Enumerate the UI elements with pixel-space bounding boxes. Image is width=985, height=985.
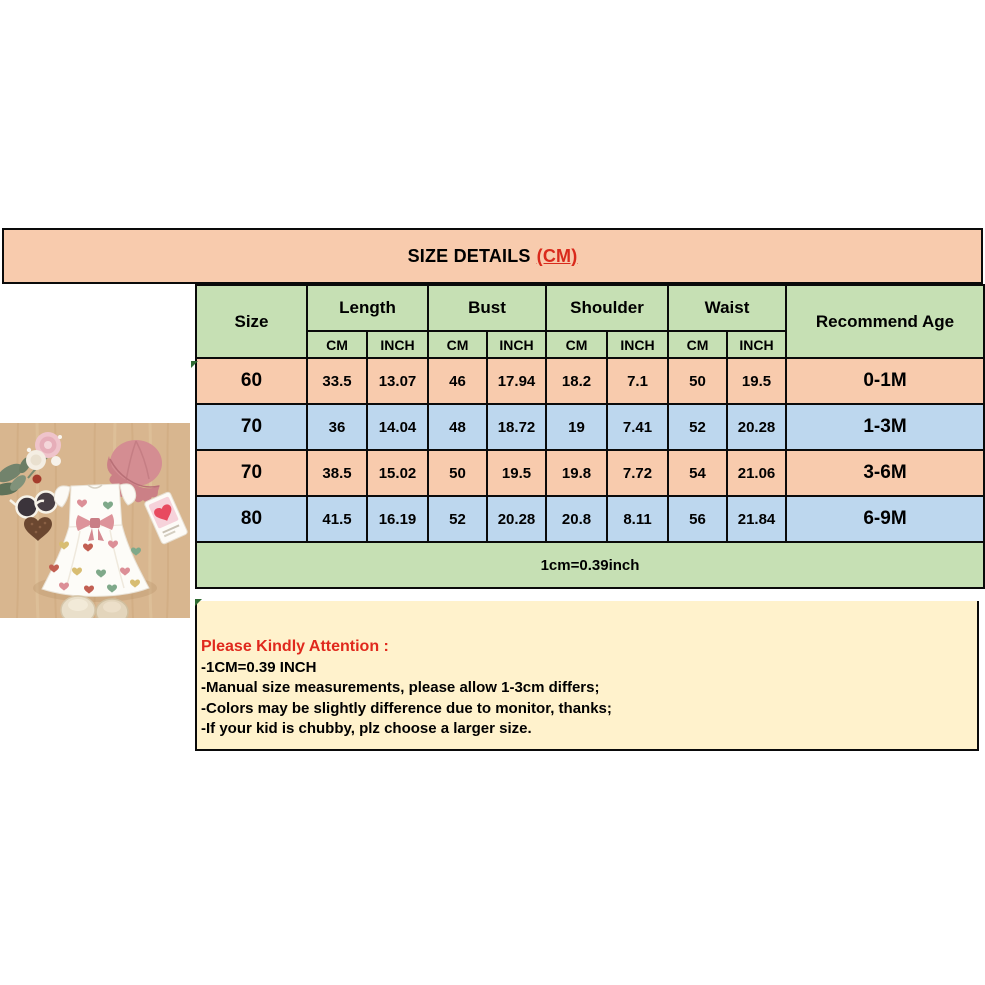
sub-header-cm: CM [668, 331, 727, 358]
cell-bust-cm: 46 [428, 358, 487, 404]
artifact-wedge [195, 599, 202, 606]
cell-length-cm: 33.5 [307, 358, 367, 404]
cell-shoulder-cm: 19.8 [546, 450, 607, 496]
sub-header-inch: INCH [727, 331, 786, 358]
col-header-size: Size [196, 285, 307, 358]
cell-bust-inch: 19.5 [487, 450, 546, 496]
table-row-size-80 [196, 496, 984, 542]
notes-line-2: -Manual size measurements, please allow 1-3cm differs; [201, 679, 600, 696]
size-details-title-bar [2, 228, 983, 284]
cell-waist-cm: 56 [668, 496, 727, 542]
cell-shoulder-cm: 19 [546, 404, 607, 450]
cell-length-cm: 38.5 [307, 450, 367, 496]
cell-waist-inch: 20.28 [727, 404, 786, 450]
cell-length-cm: 36 [307, 404, 367, 450]
col-header-bust: Bust [428, 285, 546, 331]
baby-dress-photo [0, 423, 190, 618]
cell-age: 0-1M [786, 358, 984, 404]
cell-bust-inch: 18.72 [487, 404, 546, 450]
sub-header-cm: CM [428, 331, 487, 358]
sub-header-cm: CM [546, 331, 607, 358]
cell-length-inch: 16.19 [367, 496, 428, 542]
cell-length-inch: 13.07 [367, 358, 428, 404]
cell-waist-cm: 54 [668, 450, 727, 496]
cell-waist-cm: 50 [668, 358, 727, 404]
title-unit-cm: (CM) [536, 245, 578, 266]
product-photo [0, 423, 190, 618]
cell-shoulder-inch: 8.11 [607, 496, 668, 542]
title-text: SIZE DETAILS [407, 245, 531, 266]
cell-waist-inch: 21.84 [727, 496, 786, 542]
cell-waist-cm: 52 [668, 404, 727, 450]
cell-age: 3-6M [786, 450, 984, 496]
cell-age: 6-9M [786, 496, 984, 542]
cell-bust-cm: 50 [428, 450, 487, 496]
cell-shoulder-inch: 7.41 [607, 404, 668, 450]
cell-size: 80 [196, 496, 307, 542]
table-row-size-70b [196, 450, 984, 496]
cell-bust-inch: 17.94 [487, 358, 546, 404]
cell-shoulder-inch: 7.72 [607, 450, 668, 496]
sub-header-cm: CM [307, 331, 367, 358]
cell-bust-inch: 20.28 [487, 496, 546, 542]
table-row-size-60 [196, 358, 984, 404]
sub-header-inch: INCH [367, 331, 428, 358]
cell-length-inch: 14.04 [367, 404, 428, 450]
notes-box [195, 601, 979, 751]
col-header-waist: Waist [668, 285, 786, 331]
artifact-wedge [191, 361, 198, 368]
cell-waist-inch: 19.5 [727, 358, 786, 404]
col-header-recommend-age: Recommend Age [786, 285, 984, 358]
cell-length-inch: 15.02 [367, 450, 428, 496]
cell-size: 70 [196, 450, 307, 496]
notes-line-3: -Colors may be slightly difference due to monitor, thanks; [201, 699, 612, 717]
cell-bust-cm: 52 [428, 496, 487, 542]
sub-header-inch: INCH [607, 331, 668, 358]
notes-heading: Please Kindly Attention : [201, 638, 389, 655]
cell-shoulder-cm: 20.8 [546, 496, 607, 542]
notes-line-1: -1CM=0.39 INCH [201, 658, 317, 676]
cell-bust-cm: 48 [428, 404, 487, 450]
cell-length-cm: 41.5 [307, 496, 367, 542]
col-header-length: Length [307, 285, 428, 331]
cell-age: 1-3M [786, 404, 984, 450]
col-header-shoulder: Shoulder [546, 285, 668, 331]
cell-shoulder-cm: 18.2 [546, 358, 607, 404]
table-row-size-70a [196, 404, 984, 450]
cell-size: 70 [196, 404, 307, 450]
unit-conversion-note: 1cm=0.39inch [196, 542, 984, 588]
cell-waist-inch: 21.06 [727, 450, 786, 496]
notes-line-4: -If your kid is chubby, plz choose a larger size. [201, 720, 532, 737]
sub-header-inch: INCH [487, 331, 546, 358]
size-table [195, 284, 985, 589]
cell-size: 60 [196, 358, 307, 404]
cell-shoulder-inch: 7.1 [607, 358, 668, 404]
